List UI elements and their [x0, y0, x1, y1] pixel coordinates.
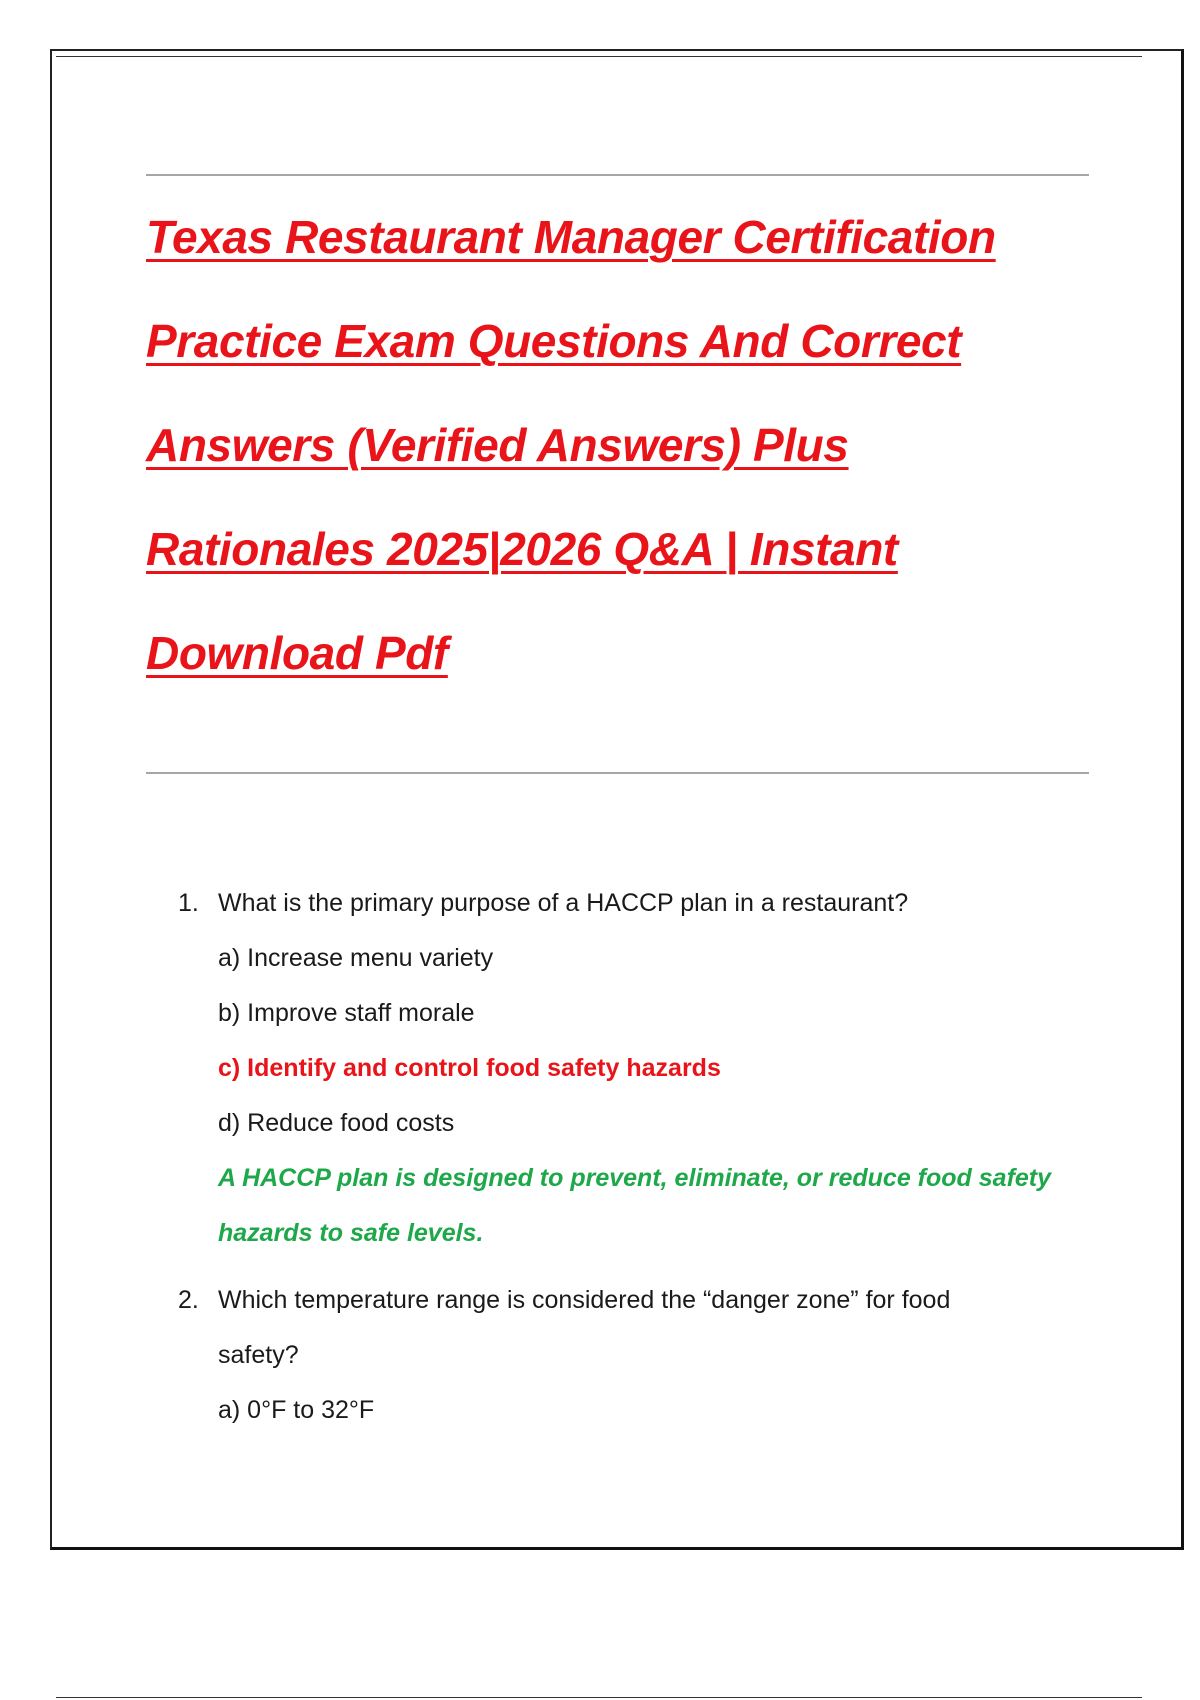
question-text — [178, 1273, 1108, 1328]
question-number: 2. — [178, 1286, 199, 1314]
answer-option-c-correct: c) Identify and control food safety hazards — [218, 1054, 721, 1082]
title-line: Texas Restaurant Manager Certification — [146, 211, 996, 263]
question-prompt-line: Which temperature range is considered the “danger zone” for food — [218, 1286, 951, 1314]
answer-option-a: a) Increase menu variety — [218, 944, 494, 972]
question-2 — [178, 1273, 1108, 1438]
question-1 — [178, 876, 1108, 1261]
title-line: Practice Exam Questions And Correct — [146, 315, 962, 367]
question-prompt-line: safety? — [218, 1341, 299, 1369]
bottom-border-line — [56, 1697, 1142, 1698]
title-line: Answers (Verified Answers) Plus — [146, 419, 849, 471]
question-list — [178, 876, 1108, 1438]
answer-option-b: b) Improve staff morale — [218, 999, 475, 1027]
question-number: 1. — [178, 889, 199, 917]
title-bottom-rule — [146, 772, 1089, 774]
answer-option-a: a) 0°F to 32°F — [218, 1396, 375, 1424]
title-line: Rationales 2025|2026 Q&A | Instant — [146, 523, 898, 575]
answer-option-d: d) Reduce food costs — [218, 1109, 455, 1137]
question-prompt: What is the primary purpose of a HACCP plan in a restaurant? — [218, 889, 909, 917]
top-border-line — [56, 56, 1142, 57]
document-title — [146, 210, 1096, 730]
question-text — [178, 876, 1108, 931]
rationale-line: hazards to safe levels. — [218, 1219, 484, 1247]
rationale-line: A HACCP plan is designed to prevent, eliminate, or reduce food safety — [218, 1164, 1052, 1192]
title-line: Download Pdf — [146, 627, 448, 679]
title-top-rule — [146, 174, 1089, 176]
